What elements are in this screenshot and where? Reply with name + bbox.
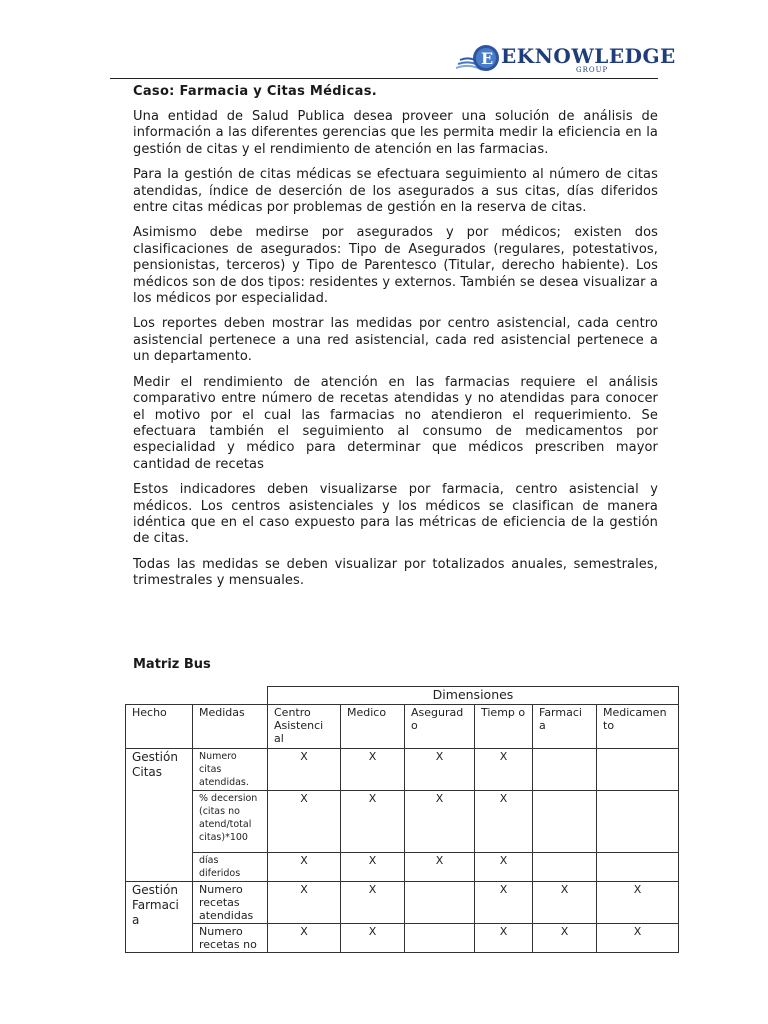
mark-cell: X <box>268 791 341 853</box>
mark-cell: X <box>475 924 533 953</box>
dimensions-header: Dimensiones <box>268 687 679 705</box>
header-dimension: Asegurad o <box>405 705 475 749</box>
case-title: Caso: Farmacia y Citas Médicas. <box>133 84 378 99</box>
mark-cell <box>405 882 475 924</box>
header-medidas: Medidas <box>193 705 268 749</box>
mark-cell <box>405 924 475 953</box>
column-header-row <box>126 705 679 749</box>
header-hecho: Hecho <box>126 705 193 749</box>
mark-cell: X <box>475 791 533 853</box>
header-dimension: Medico <box>341 705 405 749</box>
mark-cell: X <box>268 749 341 791</box>
paragraph: Una entidad de Salud Publica desea proveer una solución de análisis de información a las diferentes gerencias que les permita medir la eficiencia en la gestión de citas y el rendimiento de atención en las farmacias. <box>133 109 658 157</box>
fact-gestion-citas: Gestión Citas <box>126 749 193 882</box>
mark-cell: X <box>475 749 533 791</box>
svg-text:E: E <box>481 49 494 68</box>
header-dimension: Medicamen to <box>597 705 679 749</box>
paragraph: Asimismo debe medirse por asegurados y por médicos; existen dos clasificaciones de asegurados: Tipo de Asegurados (regulares, potestativos, pensionistas, terceros) y Tipo de Parentesco (Titular, derecho habiente). Los médicos son de dos tipos: residentes y externos. También se desea visualizar a los médicos por especialidad. <box>133 225 658 307</box>
empty-corner <box>126 687 193 705</box>
mark-cell: X <box>341 853 405 882</box>
header-dimension: Centro Asistenci al <box>268 705 341 749</box>
mark-cell: X <box>405 749 475 791</box>
mark-cell <box>533 749 597 791</box>
measure-cell: Numero recetas no <box>193 924 268 953</box>
mark-cell: X <box>533 924 597 953</box>
mark-cell: X <box>268 853 341 882</box>
table-row <box>126 749 679 791</box>
mark-cell: X <box>268 924 341 953</box>
mark-cell <box>597 853 679 882</box>
mark-cell: X <box>341 924 405 953</box>
paragraph: Para la gestión de citas médicas se efectuara seguimiento al número de citas atendidas, índice de deserción de los asegurados a sus citas, días diferidos entre citas médicas por problemas de gestión en la reserva de citas. <box>133 167 658 216</box>
table-row <box>126 853 679 882</box>
mark-cell <box>533 791 597 853</box>
mark-cell <box>597 749 679 791</box>
table-row <box>126 924 679 953</box>
mark-cell <box>533 853 597 882</box>
table-row <box>126 882 679 924</box>
mark-cell: X <box>475 853 533 882</box>
measure-cell: % decersion (citas no atend/total citas)*100 <box>193 791 268 853</box>
paragraph: Medir el rendimiento de atención en las farmacias requiere el análisis comparativo entre número de recetas atendidas y no atendidas para conocer el motivo por el cual las farmacias no atendieron el requerimiento. Se efectuara también el seguimiento al consumo de medicamentos por especialidad y médico para determinar que médicos prescriben mayor cantidad de recetas <box>133 374 658 472</box>
paragraph: Los reportes deben mostrar las medidas por centro asistencial, cada centro asistencial pertenece a una red asistencial, cada red asistencial pertenece a un departamento. <box>133 316 658 365</box>
bus-matrix-table <box>125 686 679 953</box>
paragraph: Estos indicadores deben visualizarse por farmacia, centro asistencial y médicos. Los centros asistenciales y los médicos se clasifican de manera idéntica que en el caso expuesto para las métricas de eficiencia de la gestión de citas. <box>133 482 658 547</box>
logo-group-label: GROUP <box>576 66 609 74</box>
mark-cell <box>597 791 679 853</box>
matrix-title: Matriz Bus <box>133 657 211 672</box>
document-body <box>133 84 658 599</box>
mark-cell: X <box>341 882 405 924</box>
fact-gestion-farmacia: Gestión Farmaci a <box>126 882 193 953</box>
mark-cell: X <box>405 853 475 882</box>
measure-cell: días diferidos <box>193 853 268 882</box>
measure-cell: Numero recetas atendidas <box>193 882 268 924</box>
mark-cell: X <box>597 924 679 953</box>
table-row <box>126 791 679 853</box>
mark-cell: X <box>341 749 405 791</box>
logo-name: EKNOWLEDGE <box>501 44 676 68</box>
empty-corner <box>193 687 268 705</box>
measure-cell: Numero citas atendidas. <box>193 749 268 791</box>
company-logo <box>456 42 676 80</box>
header-divider <box>110 78 658 79</box>
mark-cell: X <box>533 882 597 924</box>
header-dimension: Farmaci a <box>533 705 597 749</box>
mark-cell: X <box>341 791 405 853</box>
header-dimension: Tiemp o <box>475 705 533 749</box>
mark-cell: X <box>475 882 533 924</box>
mark-cell: X <box>268 882 341 924</box>
dimensions-header-row <box>126 687 679 705</box>
mark-cell: X <box>405 791 475 853</box>
paragraph: Todas las medidas se deben visualizar por totalizados anuales, semestrales, trimestrales y mensuales. <box>133 556 658 589</box>
mark-cell: X <box>597 882 679 924</box>
logo-emblem-icon <box>456 42 502 76</box>
